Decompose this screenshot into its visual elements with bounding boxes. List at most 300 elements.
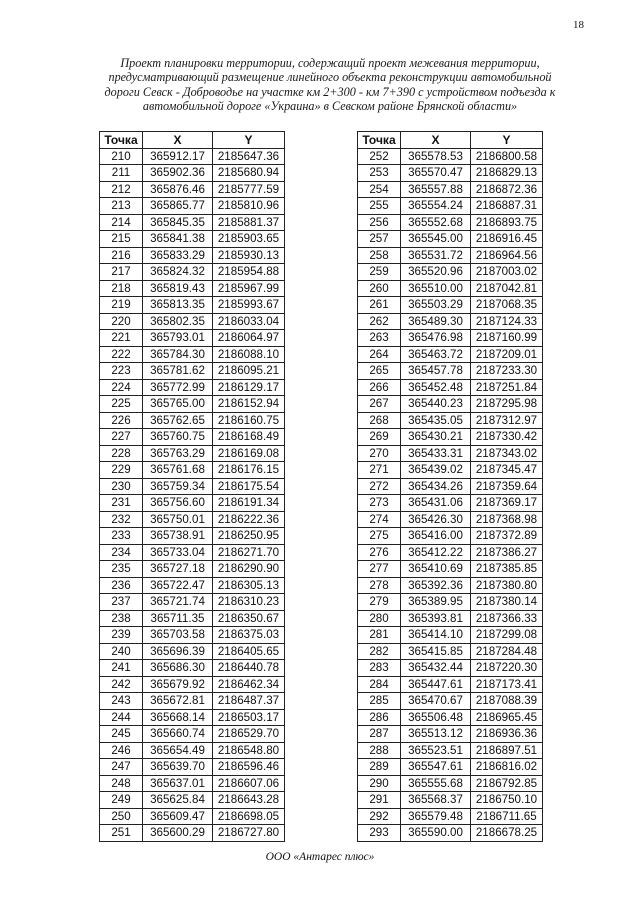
cell-point: 251	[100, 825, 143, 842]
cell-x: 365625.84	[143, 792, 213, 809]
column-header-point: Точка	[100, 132, 143, 149]
cell-point: 228	[100, 445, 143, 462]
cell-x: 365668.14	[143, 709, 213, 726]
cell-x: 365510.00	[401, 280, 471, 297]
cell-y: 2186916.45	[471, 231, 543, 248]
cell-y: 2186965.45	[471, 709, 543, 726]
cell-point: 216	[100, 247, 143, 264]
table-row	[100, 396, 285, 413]
cell-x: 365470.67	[401, 693, 471, 710]
cell-x: 365476.98	[401, 330, 471, 347]
table-row	[100, 808, 285, 825]
cell-y: 2186175.54	[213, 478, 285, 495]
cell-y: 2187366.33	[471, 610, 543, 627]
cell-point: 273	[358, 495, 401, 512]
cell-point: 262	[358, 313, 401, 330]
page-number: 18	[573, 19, 584, 31]
cell-y: 2187295.98	[471, 396, 543, 413]
cell-y: 2187386.27	[471, 544, 543, 561]
cell-x: 365389.95	[401, 594, 471, 611]
cell-point: 230	[100, 478, 143, 495]
cell-y: 2186893.75	[471, 214, 543, 231]
cell-x: 365802.35	[143, 313, 213, 330]
cell-x: 365686.30	[143, 660, 213, 677]
cell-point: 227	[100, 429, 143, 446]
cell-y: 2187380.14	[471, 594, 543, 611]
cell-point: 257	[358, 231, 401, 248]
cell-x: 365416.00	[401, 528, 471, 545]
cell-y: 2185647.36	[213, 148, 285, 165]
coordinates-table-right	[357, 131, 543, 842]
cell-x: 365672.81	[143, 693, 213, 710]
cell-point: 241	[100, 660, 143, 677]
table-row	[358, 148, 543, 165]
table-row	[100, 297, 285, 314]
cell-point: 255	[358, 198, 401, 215]
cell-x: 365410.69	[401, 561, 471, 578]
cell-x: 365415.85	[401, 643, 471, 660]
table-row	[358, 528, 543, 545]
table-row	[358, 792, 543, 809]
cell-point: 248	[100, 775, 143, 792]
table-row	[100, 429, 285, 446]
table-row	[100, 594, 285, 611]
cell-point: 236	[100, 577, 143, 594]
cell-y: 2186936.36	[471, 726, 543, 743]
cell-point: 253	[358, 165, 401, 182]
table-row	[100, 676, 285, 693]
cell-point: 264	[358, 346, 401, 363]
cell-y: 2186678.25	[471, 825, 543, 842]
column-header-y: Y	[213, 132, 285, 149]
table-row	[100, 412, 285, 429]
cell-point: 221	[100, 330, 143, 347]
cell-y: 2186897.51	[471, 742, 543, 759]
cell-point: 226	[100, 412, 143, 429]
cell-point: 274	[358, 511, 401, 528]
cell-x: 365578.53	[401, 148, 471, 165]
cell-y: 2186548.80	[213, 742, 285, 759]
cell-x: 365440.23	[401, 396, 471, 413]
cell-point: 281	[358, 627, 401, 644]
table-row	[358, 297, 543, 314]
cell-x: 365761.68	[143, 462, 213, 479]
cell-y: 2186191.34	[213, 495, 285, 512]
table-row	[100, 247, 285, 264]
cell-y: 2186711.65	[471, 808, 543, 825]
cell-point: 293	[358, 825, 401, 842]
cell-x: 365506.48	[401, 709, 471, 726]
cell-y: 2186169.08	[213, 445, 285, 462]
cell-y: 2187330.42	[471, 429, 543, 446]
table-row	[358, 561, 543, 578]
cell-point: 237	[100, 594, 143, 611]
cell-x: 365679.92	[143, 676, 213, 693]
cell-x: 365876.46	[143, 181, 213, 198]
table-row	[358, 429, 543, 446]
table-row	[100, 181, 285, 198]
table-row	[358, 726, 543, 743]
cell-y: 2186290.90	[213, 561, 285, 578]
cell-x: 365590.00	[401, 825, 471, 842]
cell-y: 2186350.67	[213, 610, 285, 627]
cell-x: 365503.29	[401, 297, 471, 314]
cell-x: 365600.29	[143, 825, 213, 842]
table-row	[100, 214, 285, 231]
cell-x: 365865.77	[143, 198, 213, 215]
cell-point: 254	[358, 181, 401, 198]
cell-x: 365756.60	[143, 495, 213, 512]
cell-y: 2186168.49	[213, 429, 285, 446]
cell-point: 220	[100, 313, 143, 330]
cell-y: 2186816.02	[471, 759, 543, 776]
cell-y: 2186088.10	[213, 346, 285, 363]
table-row	[358, 709, 543, 726]
cell-x: 365531.72	[401, 247, 471, 264]
cell-y: 2187233.30	[471, 363, 543, 380]
cell-x: 365912.17	[143, 148, 213, 165]
cell-x: 365393.81	[401, 610, 471, 627]
cell-y: 2186305.13	[213, 577, 285, 594]
cell-x: 365833.29	[143, 247, 213, 264]
table-row	[100, 742, 285, 759]
cell-y: 2185680.94	[213, 165, 285, 182]
table-row	[358, 808, 543, 825]
cell-x: 365759.34	[143, 478, 213, 495]
table-row	[358, 330, 543, 347]
cell-y: 2187380.80	[471, 577, 543, 594]
cell-y: 2185777.59	[213, 181, 285, 198]
table-row	[358, 759, 543, 776]
cell-point: 246	[100, 742, 143, 759]
cell-y: 2186405.65	[213, 643, 285, 660]
cell-y: 2186152.94	[213, 396, 285, 413]
cell-x: 365426.30	[401, 511, 471, 528]
cell-point: 247	[100, 759, 143, 776]
table-row	[100, 165, 285, 182]
table-row	[358, 445, 543, 462]
table-row	[358, 462, 543, 479]
cell-point: 291	[358, 792, 401, 809]
cell-point: 250	[100, 808, 143, 825]
cell-point: 240	[100, 643, 143, 660]
cell-y: 2185810.96	[213, 198, 285, 215]
header-line: предусматривающий размещение линейного объекта реконструкции автомобильной	[108, 70, 552, 85]
cell-y: 2187042.81	[471, 280, 543, 297]
table-row	[100, 660, 285, 677]
table-row	[100, 643, 285, 660]
cell-y: 2186250.95	[213, 528, 285, 545]
cell-point: 286	[358, 709, 401, 726]
cell-x: 365463.72	[401, 346, 471, 363]
header-line: автомобильной дороге «Украина» в Севском районе Брянской области»	[142, 99, 518, 114]
table-row	[100, 561, 285, 578]
header-line: Проект планировки территории, содержащий проект межевания территории,	[120, 56, 540, 70]
cell-point: 242	[100, 676, 143, 693]
cell-y: 2186129.17	[213, 379, 285, 396]
cell-point: 263	[358, 330, 401, 347]
cell-x: 365447.61	[401, 676, 471, 693]
cell-point: 218	[100, 280, 143, 297]
table-row	[100, 445, 285, 462]
cell-y: 2186310.23	[213, 594, 285, 611]
table-row	[358, 825, 543, 842]
cell-x: 365824.32	[143, 264, 213, 281]
cell-point: 282	[358, 643, 401, 660]
table-row	[358, 495, 543, 512]
table-row	[358, 511, 543, 528]
cell-x: 365781.62	[143, 363, 213, 380]
cell-x: 365570.47	[401, 165, 471, 182]
cell-x: 365721.74	[143, 594, 213, 611]
cell-point: 266	[358, 379, 401, 396]
table-row	[358, 165, 543, 182]
table-row	[358, 264, 543, 281]
cell-x: 365902.36	[143, 165, 213, 182]
cell-y: 2187345.47	[471, 462, 543, 479]
cell-x: 365552.68	[401, 214, 471, 231]
cell-y: 2187359.64	[471, 478, 543, 495]
cell-x: 365750.01	[143, 511, 213, 528]
cell-x: 365727.18	[143, 561, 213, 578]
cell-point: 225	[100, 396, 143, 413]
cell-y: 2186792.85	[471, 775, 543, 792]
cell-y: 2187312.97	[471, 412, 543, 429]
cell-y: 2186964.56	[471, 247, 543, 264]
cell-x: 365489.30	[401, 313, 471, 330]
cell-x: 365660.74	[143, 726, 213, 743]
column-header-y: Y	[471, 132, 543, 149]
cell-y: 2186750.10	[471, 792, 543, 809]
table-row	[100, 313, 285, 330]
cell-point: 292	[358, 808, 401, 825]
cell-y: 2186698.05	[213, 808, 285, 825]
column-header-point: Точка	[358, 132, 401, 149]
cell-x: 365654.49	[143, 742, 213, 759]
cell-point: 215	[100, 231, 143, 248]
cell-y: 2187160.99	[471, 330, 543, 347]
column-header-x: X	[401, 132, 471, 149]
cell-x: 365772.99	[143, 379, 213, 396]
cell-point: 223	[100, 363, 143, 380]
table-row	[100, 528, 285, 545]
cell-point: 271	[358, 462, 401, 479]
cell-y: 2186872.36	[471, 181, 543, 198]
coordinates-table-left	[99, 131, 285, 842]
table-row	[100, 148, 285, 165]
cell-y: 2187251.84	[471, 379, 543, 396]
cell-y: 2187385.85	[471, 561, 543, 578]
table-row	[358, 594, 543, 611]
cell-y: 2185881.37	[213, 214, 285, 231]
cell-y: 2186271.70	[213, 544, 285, 561]
cell-y: 2185954.88	[213, 264, 285, 281]
cell-x: 365738.91	[143, 528, 213, 545]
cell-point: 287	[358, 726, 401, 743]
cell-x: 365520.96	[401, 264, 471, 281]
cell-point: 279	[358, 594, 401, 611]
cell-y: 2187368.98	[471, 511, 543, 528]
cell-y: 2186607.06	[213, 775, 285, 792]
table-row	[100, 264, 285, 281]
cell-y: 2186887.31	[471, 198, 543, 215]
cell-point: 231	[100, 495, 143, 512]
table-row	[100, 462, 285, 479]
cell-x: 365711.35	[143, 610, 213, 627]
cell-y: 2186503.17	[213, 709, 285, 726]
cell-y: 2186033.04	[213, 313, 285, 330]
cell-y: 2187284.48	[471, 643, 543, 660]
cell-point: 265	[358, 363, 401, 380]
cell-point: 245	[100, 726, 143, 743]
cell-point: 268	[358, 412, 401, 429]
cell-point: 256	[358, 214, 401, 231]
cell-y: 2185903.65	[213, 231, 285, 248]
cell-x: 365523.51	[401, 742, 471, 759]
cell-y: 2185930.13	[213, 247, 285, 264]
company-footer: ООО «Антарес плюс»	[265, 851, 375, 863]
cell-point: 239	[100, 627, 143, 644]
cell-x: 365845.35	[143, 214, 213, 231]
cell-point: 243	[100, 693, 143, 710]
table-header-row	[100, 132, 285, 149]
cell-point: 235	[100, 561, 143, 578]
cell-point: 267	[358, 396, 401, 413]
cell-x: 365557.88	[401, 181, 471, 198]
cell-x: 365513.12	[401, 726, 471, 743]
table-row	[100, 363, 285, 380]
table-row	[358, 577, 543, 594]
cell-x: 365433.31	[401, 445, 471, 462]
cell-y: 2187003.02	[471, 264, 543, 281]
cell-x: 365813.35	[143, 297, 213, 314]
cell-y: 2186487.37	[213, 693, 285, 710]
cell-y: 2186727.80	[213, 825, 285, 842]
cell-x: 365763.29	[143, 445, 213, 462]
cell-x: 365435.05	[401, 412, 471, 429]
table-row	[358, 181, 543, 198]
table-row	[358, 676, 543, 693]
cell-y: 2187124.33	[471, 313, 543, 330]
table-row	[100, 330, 285, 347]
cell-x: 365639.70	[143, 759, 213, 776]
cell-x: 365733.04	[143, 544, 213, 561]
cell-point: 288	[358, 742, 401, 759]
cell-x: 365568.37	[401, 792, 471, 809]
table-row	[358, 313, 543, 330]
cell-point: 213	[100, 198, 143, 215]
cell-y: 2186462.34	[213, 676, 285, 693]
cell-y: 2186064.97	[213, 330, 285, 347]
table-row	[358, 198, 543, 215]
table-row	[100, 346, 285, 363]
cell-x: 365760.75	[143, 429, 213, 446]
cell-point: 210	[100, 148, 143, 165]
cell-x: 365609.47	[143, 808, 213, 825]
cell-y: 2186596.46	[213, 759, 285, 776]
table-row	[358, 412, 543, 429]
cell-x: 365431.06	[401, 495, 471, 512]
table-row	[358, 346, 543, 363]
cell-point: 232	[100, 511, 143, 528]
cell-point: 289	[358, 759, 401, 776]
cell-point: 290	[358, 775, 401, 792]
table-row	[100, 775, 285, 792]
cell-point: 214	[100, 214, 143, 231]
table-row	[358, 247, 543, 264]
cell-point: 211	[100, 165, 143, 182]
table-header-row	[358, 132, 543, 149]
cell-y: 2187173.41	[471, 676, 543, 693]
cell-x: 365765.00	[143, 396, 213, 413]
cell-y: 2185967.99	[213, 280, 285, 297]
cell-point: 278	[358, 577, 401, 594]
table-row	[100, 627, 285, 644]
table-row	[100, 610, 285, 627]
table-row	[100, 759, 285, 776]
cell-point: 270	[358, 445, 401, 462]
cell-point: 260	[358, 280, 401, 297]
cell-point: 244	[100, 709, 143, 726]
table-row	[358, 660, 543, 677]
cell-x: 365412.22	[401, 544, 471, 561]
cell-y: 2186095.21	[213, 363, 285, 380]
cell-y: 2186160.75	[213, 412, 285, 429]
cell-point: 277	[358, 561, 401, 578]
cell-point: 280	[358, 610, 401, 627]
cell-x: 365434.26	[401, 478, 471, 495]
table-row	[358, 610, 543, 627]
table-row	[358, 693, 543, 710]
cell-x: 365696.39	[143, 643, 213, 660]
cell-point: 222	[100, 346, 143, 363]
cell-y: 2187372.89	[471, 528, 543, 545]
cell-y: 2185993.67	[213, 297, 285, 314]
cell-x: 365637.01	[143, 775, 213, 792]
cell-y: 2187299.08	[471, 627, 543, 644]
table-row	[358, 544, 543, 561]
cell-y: 2187369.17	[471, 495, 543, 512]
cell-x: 365439.02	[401, 462, 471, 479]
cell-x: 365703.58	[143, 627, 213, 644]
table-row	[358, 775, 543, 792]
cell-x: 365414.10	[401, 627, 471, 644]
table-row	[358, 742, 543, 759]
cell-y: 2187220.30	[471, 660, 543, 677]
table-row	[358, 627, 543, 644]
cell-point: 272	[358, 478, 401, 495]
cell-point: 269	[358, 429, 401, 446]
cell-point: 224	[100, 379, 143, 396]
cell-x: 365392.36	[401, 577, 471, 594]
table-row	[358, 280, 543, 297]
table-row	[100, 198, 285, 215]
table-row	[100, 726, 285, 743]
cell-y: 2186440.78	[213, 660, 285, 677]
cell-x: 365457.78	[401, 363, 471, 380]
cell-point: 249	[100, 792, 143, 809]
table-row	[100, 577, 285, 594]
table-row	[100, 792, 285, 809]
table-row	[100, 544, 285, 561]
cell-x: 365841.38	[143, 231, 213, 248]
cell-x: 365722.47	[143, 577, 213, 594]
cell-x: 365547.61	[401, 759, 471, 776]
cell-point: 234	[100, 544, 143, 561]
table-row	[100, 693, 285, 710]
table-row	[358, 214, 543, 231]
cell-x: 365793.01	[143, 330, 213, 347]
